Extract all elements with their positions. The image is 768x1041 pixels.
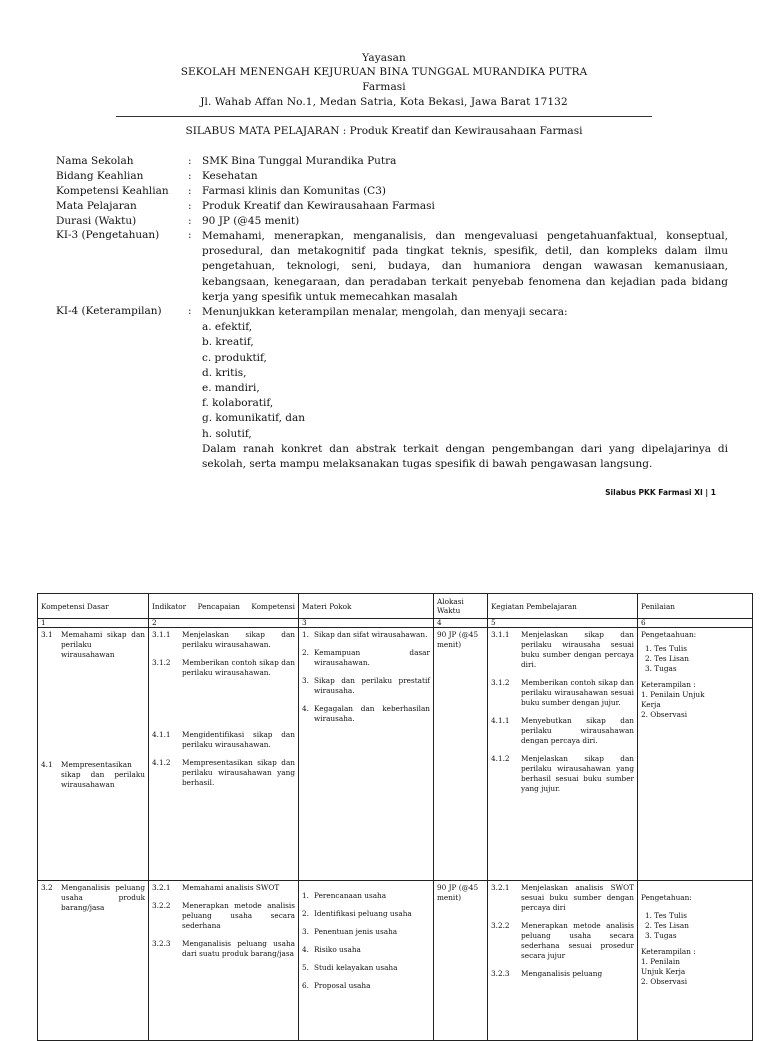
kegiatan-item: 4.1.1 Menyebutkan sikap dan perilaku wirausahawan dengan percaya diri. [491, 716, 634, 745]
col-header-alokasi: Alokasi Waktu [434, 594, 488, 619]
col-header-kd: Kompetensi Dasar [38, 594, 149, 619]
info-label: Durasi (Waktu) [56, 215, 137, 227]
ki3-text: Memahami, menerapkan, menganalisis, dan mengevaluasi pengetahuanfaktual, konseptual, prosedural, dan metakognitif pada tingkat teknis, spesifik, detil, dan kompleks dalam ilmu pengetahuan, teknologi, seni, budaya, dan humaniora dengan wawasan kemanusiaan, kebangsaan, kenegaraan, dan peradaban terkait penyebab fenomena dan kejadian pada bidang kerja yang spesifik untuk memecahkan masalah [202, 230, 728, 303]
col-header-indikator: Indikator Pencapaian Kompetensi [149, 594, 299, 619]
materi-item: 1. Sikap dan sifat wirausahawan. [302, 630, 428, 639]
kegiatan-item: 3.1.1 Menjelaskan sikap dan perilaku wirausaha sesuai buku sumber dengan percaya diri. [491, 630, 634, 669]
page-one [0, 0, 768, 512]
penilaian-item: 1. Penilain Unjuk Kerja [641, 957, 686, 976]
col-header-penilaian: Penilaian [638, 594, 753, 619]
ki4-item: f. kolaboratif, [202, 397, 274, 410]
penilaian-skill-title: Keterampilan : [641, 947, 696, 956]
indikator-cell [149, 628, 299, 881]
ki4-item: g. komunikatif, dan [202, 412, 306, 425]
indikator-item: 4.1.2 Mempresentasikan sikap dan perilaku wirausahawan yang berhasil. [152, 758, 295, 787]
indikator-item: 3.1.2 Memberikan contoh sikap dan perilaku wirausahawan. [152, 658, 295, 677]
kd-cell [38, 628, 149, 881]
penilaian-item: 1. Penilain Unjuk Kerja [641, 690, 705, 709]
ki4-item: a. efektif, [202, 321, 253, 334]
info-colon: : [188, 170, 192, 182]
info-colon: : [188, 215, 192, 227]
syllabus-table [37, 593, 753, 1041]
column-number-row [38, 619, 753, 628]
kegiatan-cell [488, 628, 638, 881]
info-value: Farmasi klinis dan Komunitas (C3) [202, 185, 386, 197]
materi-cell [299, 628, 434, 881]
info-colon: : [188, 200, 192, 212]
info-colon: : [188, 155, 192, 167]
kegiatan-cell [488, 881, 638, 1041]
info-value: Produk Kreatif dan Kewirausahaan Farmasi [202, 200, 435, 212]
column-number: 2 [149, 619, 299, 628]
materi-item: 4. Risiko usaha [302, 945, 361, 954]
penilaian-item: 1. Tes Tulis [645, 644, 687, 653]
ki4-item: c. produktif, [202, 351, 267, 364]
page-footer: Silabus PKK Farmasi XI | 1 [605, 488, 716, 497]
table-header-row [38, 594, 753, 619]
column-number: 1 [38, 619, 149, 628]
col-header-materi: Materi Pokok [299, 594, 434, 619]
materi-item: 1. Perencanaan usaha [302, 891, 387, 900]
penilaian-item: 2. Tes Lisan [645, 654, 689, 663]
penilaian-knowledge-title: Pengetahuan: [641, 893, 692, 902]
alokasi-cell: 90 JP (@45 menit) [434, 628, 488, 881]
kegiatan-item: 3.2.2 Menerapkan metode analisis peluang usaha secara sederhana sesuai prosedur secara jujur [491, 921, 634, 960]
info-value: Kesehatan [202, 170, 258, 182]
program-name: Farmasi [362, 81, 406, 93]
ki4-item: e. mandiri, [202, 382, 260, 395]
materi-item: 2. Identifikasi peluang usaha [302, 909, 412, 918]
ki4-item: b. kreatif, [202, 336, 254, 349]
foundation-label: Yayasan [362, 52, 406, 64]
ki3-label: KI-3 (Pengetahuan) [56, 229, 160, 241]
table-row [38, 628, 753, 881]
materi-item: 6. Proposal usaha [302, 981, 371, 990]
penilaian-skill-title: Keterampilan : [641, 680, 696, 689]
info-colon: : [188, 305, 192, 317]
ki4-text [202, 305, 728, 472]
materi-item: 4. Kegagalan dan keberhasilan wirausaha. [302, 704, 430, 723]
school-address: Jl. Wahab Affan No.1, Medan Satria, Kota Bekasi, Jawa Barat 17132 [200, 96, 568, 108]
indikator-cell [149, 881, 299, 1041]
table-row [38, 881, 753, 1041]
kd-cell [38, 881, 149, 1041]
penilaian-item: 2. Observasi [641, 977, 688, 986]
indikator-item: 3.2.2 Menerapkan metode analisis peluang usaha secara sederhana [152, 901, 295, 930]
kd-item: 3.1 Memahami sikap dan perilaku wirausahawan [41, 630, 145, 659]
ki4-label: KI-4 (Keterampilan) [56, 305, 162, 317]
kd-item: 3.2 Menganalisis peluang usaha produk barang/jasa [41, 883, 145, 912]
alokasi-cell: 90 JP (@45 menit) [434, 881, 488, 1041]
document-title: SILABUS MATA PELAJARAN : Produk Kreatif dan Kewirausahaan Farmasi [185, 125, 583, 137]
penilaian-item: 2. Observasi [641, 710, 688, 719]
kegiatan-item: 4.1.2 Menjelaskan sikap dan perilaku wirausahawan yang berhasil sesuai buku sumber yang jujur. [491, 754, 634, 793]
column-number: 5 [488, 619, 638, 628]
kegiatan-item: 3.1.2 Memberikan contoh sikap dan perilaku wirausahawan sesuai buku sumber dengan jujur. [491, 678, 634, 707]
indikator-item: 3.2.1 Memahami analisis SWOT [152, 883, 280, 892]
indikator-item: 3.2.3 Menganalisis peluang usaha dari suatu produk barang/jasa [152, 939, 295, 958]
penilaian-item: 1. Tes Tulis [645, 911, 687, 920]
materi-item: 3. Penentuan jenis usaha [302, 927, 398, 936]
indikator-item: 3.1.1 Menjelaskan sikap dan perilaku wirausahawan. [152, 630, 295, 649]
materi-item: 5. Studi kelayakan usaha [302, 963, 398, 972]
info-label: Mata Pelajaran [56, 200, 137, 212]
info-label: Kompetensi Keahlian [56, 185, 169, 197]
kegiatan-item: 3.2.3 Menganalisis peluang [491, 969, 603, 978]
kd-item: 4.1 Mempresentasikan sikap dan perilaku wirausahawan [41, 760, 145, 789]
penilaian-knowledge-title: Pengetaahuan: [641, 630, 697, 639]
column-number: 6 [638, 619, 753, 628]
penilaian-item: 3. Tugas [645, 931, 677, 940]
school-name: SEKOLAH MENENGAH KEJURUAN BINA TUNGGAL MURANDIKA PUTRA [180, 66, 588, 78]
info-colon: : [188, 185, 192, 197]
ki4-item: d. kritis, [202, 366, 247, 379]
penilaian-item: 3. Tugas [645, 664, 677, 673]
info-value: SMK Bina Tunggal Murandika Putra [202, 155, 397, 167]
materi-cell [299, 881, 434, 1041]
info-label: Bidang Keahlian [56, 170, 144, 182]
materi-item: 2. Kemampuan dasar wirausahawan. [302, 648, 430, 667]
materi-item: 3. Sikap dan perilaku prestatif wirausaha. [302, 676, 430, 695]
col-header-kegiatan: Kegiatan Pembelajaran [488, 594, 638, 619]
penilaian-cell [638, 628, 753, 881]
ki4-item: h. solutif, [202, 427, 252, 440]
indikator-item: 4.1.1 Mengidentifikasi sikap dan perilaku wirausahawan. [152, 730, 295, 749]
penilaian-cell [638, 881, 753, 1041]
info-label: Nama Sekolah [56, 155, 134, 167]
column-number: 3 [299, 619, 434, 628]
penilaian-item: 2. Tes Lisan [645, 921, 689, 930]
header-divider [116, 116, 652, 117]
info-value: 90 JP (@45 menit) [202, 215, 300, 227]
ki4-closing: Dalam ranah konkret dan abstrak terkait dengan pengembangan dari yang dipelajarinya di sekolah, serta mampu melaksanakan tugas spesifik di bawah pengawasan langsung. [202, 442, 728, 471]
kegiatan-item: 3.2.1 Menjelaskan analisis SWOT sesuai buku sumber dengan percaya diri [491, 883, 634, 912]
info-colon: : [188, 229, 192, 241]
ki4-intro: Menunjukkan keterampilan menalar, mengolah, dan menyaji secara: [202, 306, 568, 318]
column-number: 4 [434, 619, 488, 628]
